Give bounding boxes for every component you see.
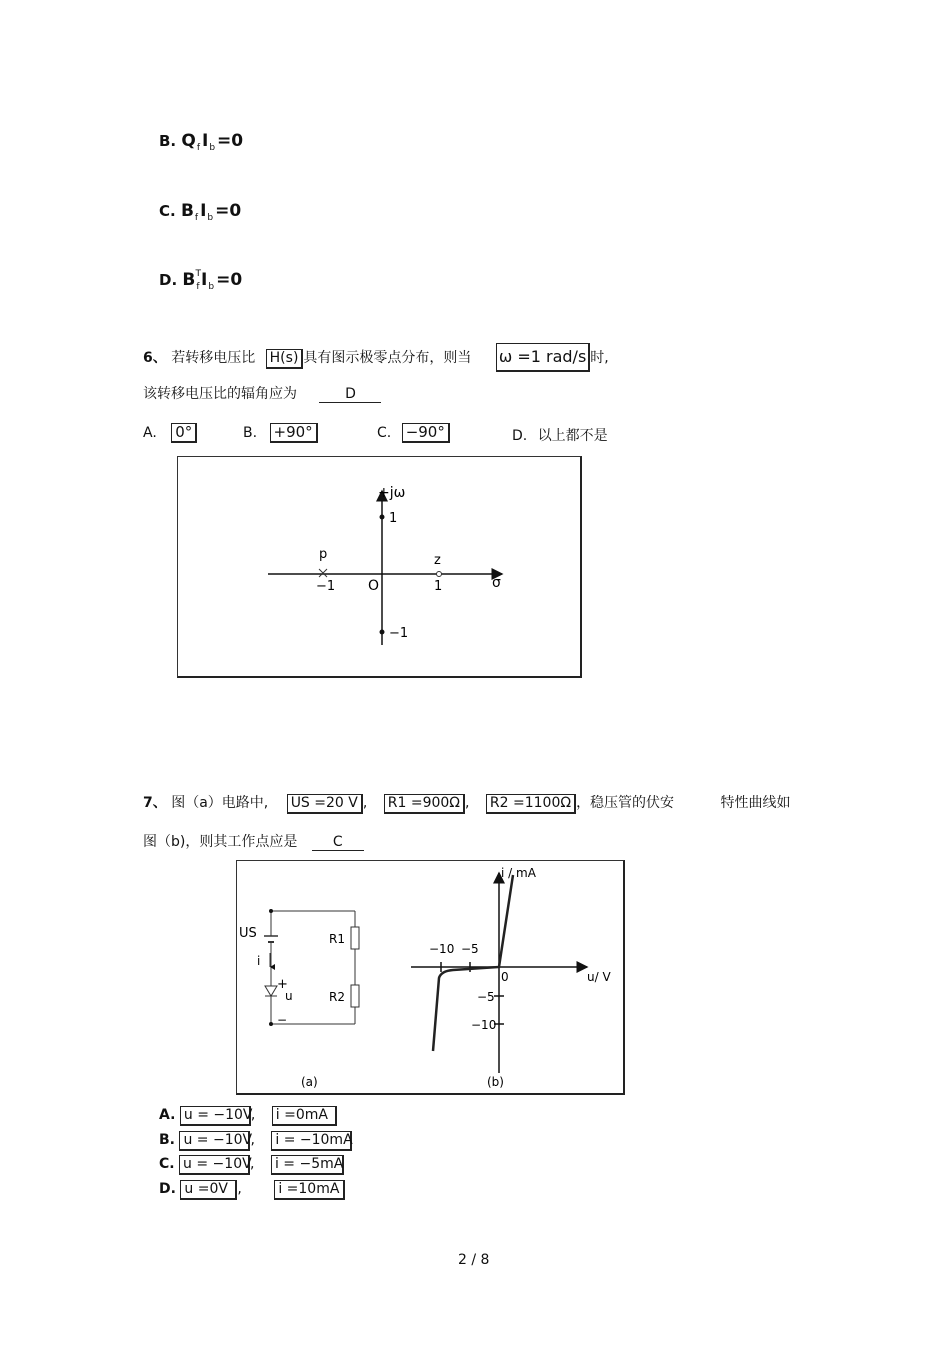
i-axis-label: i / mA <box>501 866 536 880</box>
option-label: C. <box>159 202 176 220</box>
question-text: 特性曲线如 <box>720 795 791 811</box>
option-u-value: u = −10V <box>179 1131 250 1151</box>
r1-formula: R1 =900Ω <box>384 794 465 814</box>
tick-label-m10y: −10 <box>471 1018 497 1032</box>
subscript: f <box>194 213 199 223</box>
pole-zero-figure <box>177 456 582 678</box>
answer-blank: D <box>319 386 381 403</box>
question-text: 若转移电压比 <box>171 350 256 366</box>
sigma-label: σ <box>492 575 501 591</box>
voltage-label: u <box>285 989 293 1003</box>
jomega-label: +jω <box>378 485 406 501</box>
node-top <box>269 909 273 913</box>
question-text: 图（b)，则其工作点应是 <box>143 834 298 850</box>
subscript: b <box>207 213 214 223</box>
omega-formula: ω =1 rad/s <box>496 343 590 372</box>
current-label: i <box>257 954 261 968</box>
option-value: −90° <box>402 423 450 443</box>
equation-rhs: =0 <box>217 131 244 151</box>
q6-option-b <box>243 423 318 443</box>
option-c-top <box>159 201 241 223</box>
q6-option-a <box>143 423 197 443</box>
tick-label-m5x: −5 <box>461 942 479 956</box>
matrix-symbol: B <box>180 201 194 221</box>
tick-label-y-pos: 1 <box>389 511 398 526</box>
question-text: 时, <box>590 350 609 366</box>
q6-line2 <box>143 383 381 403</box>
tick-label-y-neg: −1 <box>389 626 409 641</box>
question-text: 该转移电压比的辐角应为 <box>143 386 297 402</box>
option-b-top <box>159 131 243 153</box>
option-u-value: u =0V <box>180 1180 237 1200</box>
hs-formula: H(s) <box>266 349 304 369</box>
matrix-symbol: I <box>202 131 209 151</box>
tick-dot-pos <box>380 515 385 520</box>
option-label: B. <box>159 1132 175 1148</box>
option-u-value: u = −10V <box>180 1106 251 1126</box>
q7-option-c: C. u = −10V, i = −5mA <box>159 1155 344 1175</box>
option-label: A. <box>143 425 157 441</box>
zero-marker <box>437 572 442 577</box>
matrix-symbol: I <box>201 270 208 290</box>
origin-label: O <box>368 578 380 594</box>
pole-label: p <box>319 547 328 562</box>
option-label: C. <box>159 1156 175 1172</box>
option-value: 0° <box>171 423 197 443</box>
origin-label: 0 <box>501 970 509 984</box>
option-i-value: i =0mA <box>272 1106 337 1126</box>
tick-dot-neg <box>380 630 385 635</box>
option-i-value: i = −10mA <box>271 1131 352 1151</box>
us-formula: US =20 V <box>287 794 363 814</box>
option-value: 以上都不是 <box>537 428 608 444</box>
matrix-symbol: B <box>182 270 196 290</box>
option-label: B. <box>159 132 177 150</box>
option-label: A. <box>159 1107 176 1123</box>
r1-label: R1 <box>329 932 345 946</box>
circuit-and-curve <box>237 861 623 1093</box>
circuit-a <box>264 911 359 1024</box>
tick-label-x-neg: −1 <box>316 579 336 594</box>
superscript: T <box>195 269 202 279</box>
pole-zero-plot <box>178 457 580 676</box>
minus-label: − <box>277 1013 288 1027</box>
caption-b: (b) <box>487 1075 504 1089</box>
q6-option-d <box>512 425 608 445</box>
option-u-value: u = −10V <box>179 1155 250 1175</box>
question-text: 具有图示极零点分布，则当 <box>303 350 472 366</box>
question-text: 图（a）电路中, <box>171 795 269 811</box>
equation-rhs: =0 <box>215 201 242 221</box>
plus-label: + <box>277 977 288 992</box>
q7-line2 <box>143 831 364 851</box>
q7-option-b: B. u = −10V, i = −10mA <box>159 1131 352 1151</box>
option-label: C. <box>377 425 392 441</box>
circuit-figure <box>236 860 625 1095</box>
option-i-value: i = −5mA <box>271 1155 344 1175</box>
question-text: ，稳压管的伏安 <box>576 795 675 811</box>
q6-line1 <box>143 343 609 372</box>
tick-label-m5y: −5 <box>477 990 495 1004</box>
q7-line1: 7、 图（a）电路中, US =20 V , R1 =900Ω , R2 =1100Ω ，稳压管的伏安 特性曲线如 <box>143 792 791 814</box>
tick-label-x-pos: 1 <box>434 579 443 594</box>
subscript: f <box>196 143 200 153</box>
subscript: f <box>196 282 200 292</box>
answer-blank: C <box>312 834 364 851</box>
q7-option-a: A. u = −10V, i =0mA <box>159 1106 337 1126</box>
matrix-symbol: I <box>200 201 207 221</box>
matrix-symbol: Q <box>181 131 196 151</box>
equation-rhs: =0 <box>216 270 243 290</box>
q6-option-c <box>377 423 450 443</box>
option-label: D. <box>159 271 178 289</box>
r2-label: R2 <box>329 990 345 1004</box>
page-number: 2 / 8 <box>458 1252 490 1268</box>
question-number: 6、 <box>143 350 167 366</box>
option-i-value: i =10mA <box>274 1180 345 1200</box>
option-label: B. <box>243 425 258 441</box>
node-bottom <box>269 1022 273 1026</box>
option-value: +90° <box>270 423 318 443</box>
caption-a: (a) <box>301 1075 318 1089</box>
zero-label: z <box>434 553 441 568</box>
pole-marker <box>319 569 327 577</box>
subscript: b <box>209 143 216 153</box>
subscript: b <box>208 282 215 292</box>
option-d-top <box>159 270 242 292</box>
option-label: D. <box>512 428 528 444</box>
u-axis-label: u/ V <box>587 970 611 984</box>
tick-label-m10x: −10 <box>429 942 455 956</box>
q7-option-d: D. u =0V , i =10mA <box>159 1180 345 1200</box>
question-number: 7、 <box>143 795 167 811</box>
option-label: D. <box>159 1181 176 1197</box>
us-label: US <box>239 926 257 941</box>
r2-formula: R2 =1100Ω <box>486 794 576 814</box>
